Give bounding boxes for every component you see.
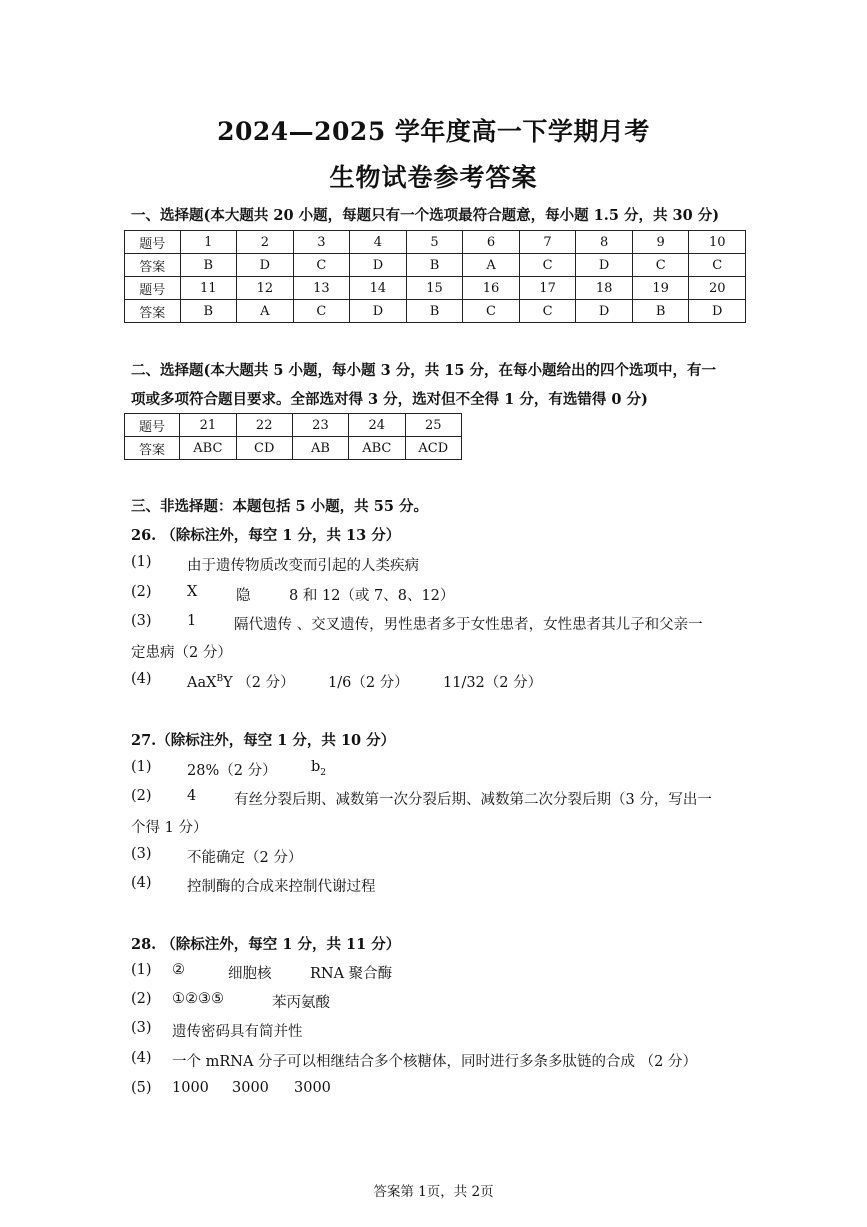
q27-1-answer-b bbox=[311, 759, 326, 778]
table-cell: 21 bbox=[180, 414, 236, 437]
q27-2-answer-c: 个得 1 分） bbox=[131, 820, 208, 836]
table-cell: B bbox=[406, 254, 463, 277]
q27-1-num: (1) bbox=[131, 759, 152, 775]
q28-1-answer-c: RNA 聚合酶 bbox=[310, 966, 393, 982]
b-sub: 2 bbox=[320, 767, 327, 778]
table-cell: C bbox=[519, 254, 576, 277]
table-cell: D bbox=[689, 300, 746, 323]
answer-table-2 bbox=[124, 413, 462, 460]
q28-2-answer-a: ①②③⑤ bbox=[172, 991, 224, 1007]
table-cell: 7 bbox=[519, 231, 576, 254]
q26-2-answer-b: 隐 bbox=[236, 588, 251, 604]
table-cell: B bbox=[632, 300, 689, 323]
row-label: 答案 bbox=[125, 300, 181, 323]
table-cell: 24 bbox=[349, 414, 405, 437]
table-cell: AB bbox=[292, 437, 348, 460]
q28-4-num: (4) bbox=[131, 1050, 152, 1066]
q27-3-num: (3) bbox=[131, 846, 152, 862]
section2-heading-line1: 二、选择题(本大题共 5 小题，每小题 3 分，共 15 分，在每小题给出的四个选项中，有一 bbox=[131, 362, 717, 379]
q27-heading: 27.（除标注外，每空 1 分，共 10 分） bbox=[131, 732, 396, 749]
table-cell: C bbox=[689, 254, 746, 277]
table-cell: 10 bbox=[689, 231, 746, 254]
q26-3-answer-b: 隔代遗传 、交叉遗传，男性患者多于女性患者，女性患者其儿子和父亲一 bbox=[234, 617, 703, 633]
table-row bbox=[125, 231, 746, 254]
q26-heading: 26. （除标注外，每空 1 分，共 13 分） bbox=[131, 527, 401, 544]
table-row bbox=[125, 277, 746, 300]
table-cell: 20 bbox=[689, 277, 746, 300]
table-cell: C bbox=[293, 300, 350, 323]
table-cell: 4 bbox=[350, 231, 407, 254]
section2-heading-line2: 项或多项符合题目要求。全部选对得 3 分，选对但不全得 1 分，有选错得 0 分) bbox=[131, 391, 648, 408]
q28-3-answer: 遗传密码具有简并性 bbox=[172, 1024, 303, 1040]
table-cell: C bbox=[519, 300, 576, 323]
q27-2-answer-b: 有丝分裂后期、减数第一次分裂后期、减数第二次分裂后期（3 分，写出一 bbox=[234, 792, 712, 808]
table-cell: 12 bbox=[237, 277, 294, 300]
q28-2-answer-b: 苯丙氨酸 bbox=[272, 995, 330, 1011]
q26-2-answer-c: 8 和 12（或 7、8、12） bbox=[289, 588, 455, 604]
q28-2-num: (2) bbox=[131, 991, 152, 1007]
q28-1-num: (1) bbox=[131, 962, 152, 978]
row-label: 题号 bbox=[125, 277, 181, 300]
q27-4-answer: 控制酶的合成来控制代谢过程 bbox=[187, 879, 376, 895]
table-cell: 16 bbox=[463, 277, 520, 300]
q26-1-num: (1) bbox=[131, 554, 152, 570]
table-cell: 6 bbox=[463, 231, 520, 254]
q28-heading: 28. （除标注外，每空 1 分，共 11 分） bbox=[131, 936, 401, 953]
q27-4-num: (4) bbox=[131, 875, 152, 891]
table-cell: D bbox=[350, 300, 407, 323]
genotype-sup: B bbox=[216, 674, 224, 685]
q27-1-answer-a: 28%（2 分） bbox=[187, 763, 277, 779]
page-subtitle: 生物试卷参考答案 bbox=[329, 163, 538, 192]
q28-1-answer-a: ② bbox=[172, 962, 185, 978]
table-cell: 11 bbox=[180, 277, 237, 300]
table-cell: 25 bbox=[405, 414, 462, 437]
table-cell: 15 bbox=[406, 277, 463, 300]
table-cell: 2 bbox=[237, 231, 294, 254]
table-cell: 9 bbox=[632, 231, 689, 254]
genotype-post: Y （2 分） bbox=[223, 675, 295, 691]
q26-3-answer-a: 1 bbox=[187, 613, 197, 629]
table-cell: 5 bbox=[406, 231, 463, 254]
table-cell: D bbox=[576, 254, 633, 277]
table-row bbox=[125, 414, 462, 437]
table-cell: 18 bbox=[576, 277, 633, 300]
table-cell: ABC bbox=[180, 437, 236, 460]
q26-3-answer-c: 定患病（2 分） bbox=[131, 645, 232, 661]
table-cell: C bbox=[463, 300, 520, 323]
table-cell: 19 bbox=[632, 277, 689, 300]
table-cell: B bbox=[180, 300, 237, 323]
q28-5-answer-c: 3000 bbox=[294, 1080, 331, 1096]
table-cell: CD bbox=[236, 437, 292, 460]
table-cell: C bbox=[632, 254, 689, 277]
q27-2-answer-a: 4 bbox=[187, 788, 197, 804]
table-cell: D bbox=[576, 300, 633, 323]
table-cell: D bbox=[350, 254, 407, 277]
table-cell: 3 bbox=[293, 231, 350, 254]
q28-5-answer-b: 3000 bbox=[232, 1080, 269, 1096]
genotype-pre: AaX bbox=[187, 675, 217, 691]
q28-1-answer-b: 细胞核 bbox=[228, 966, 272, 982]
row-label: 答案 bbox=[125, 254, 181, 277]
table-cell: D bbox=[237, 254, 294, 277]
table-cell: 17 bbox=[519, 277, 576, 300]
table-row bbox=[125, 300, 746, 323]
table-cell: ABC bbox=[349, 437, 405, 460]
q26-4-answer-c: 11/32（2 分） bbox=[443, 675, 543, 691]
q28-5-answer-a: 1000 bbox=[172, 1080, 209, 1096]
q26-2-num: (2) bbox=[131, 584, 152, 600]
q28-4-answer: 一个 mRNA 分子可以相继结合多个核糖体，同时进行多条多肽链的合成 （2 分） bbox=[172, 1054, 697, 1070]
table-cell: A bbox=[237, 300, 294, 323]
table-cell: 14 bbox=[350, 277, 407, 300]
row-label: 题号 bbox=[125, 231, 181, 254]
table-cell: 23 bbox=[292, 414, 348, 437]
page-title: 2024—2025 学年度高一下学期月考 bbox=[217, 117, 650, 146]
q28-3-num: (3) bbox=[131, 1020, 152, 1036]
table-cell: B bbox=[180, 254, 237, 277]
q26-2-answer-a: X bbox=[187, 584, 198, 600]
answer-table-1 bbox=[124, 230, 746, 323]
section3-heading: 三、非选择题：本题包括 5 小题，共 55 分。 bbox=[131, 498, 428, 515]
q27-2-num: (2) bbox=[131, 788, 152, 804]
table-cell: 22 bbox=[236, 414, 292, 437]
table-row bbox=[125, 254, 746, 277]
table-cell: B bbox=[406, 300, 463, 323]
q26-3-num: (3) bbox=[131, 613, 152, 629]
table-cell: C bbox=[293, 254, 350, 277]
table-cell: ACD bbox=[405, 437, 462, 460]
section1-heading: 一、选择题(本大题共 20 小题，每题只有一个选项最符合题意，每小题 1.5 分，共 30 分) bbox=[131, 207, 720, 224]
q26-4-answer-a bbox=[187, 671, 295, 692]
row-label: 答案 bbox=[125, 437, 180, 460]
row-label: 题号 bbox=[125, 414, 180, 437]
q26-4-num: (4) bbox=[131, 671, 152, 687]
table-row bbox=[125, 437, 462, 460]
table-cell: A bbox=[463, 254, 520, 277]
q28-5-num: (5) bbox=[131, 1080, 152, 1096]
q26-1-answer: 由于遗传物质改变而引起的人类疾病 bbox=[187, 558, 419, 574]
table-cell: 1 bbox=[180, 231, 237, 254]
page-footer: 答案第 1页，共 2页 bbox=[373, 1184, 494, 1200]
q27-3-answer: 不能确定（2 分） bbox=[187, 850, 303, 866]
table-cell: 8 bbox=[576, 231, 633, 254]
table-cell: 13 bbox=[293, 277, 350, 300]
b-pre: b bbox=[311, 759, 321, 775]
q26-4-answer-b: 1/6（2 分） bbox=[328, 675, 409, 691]
